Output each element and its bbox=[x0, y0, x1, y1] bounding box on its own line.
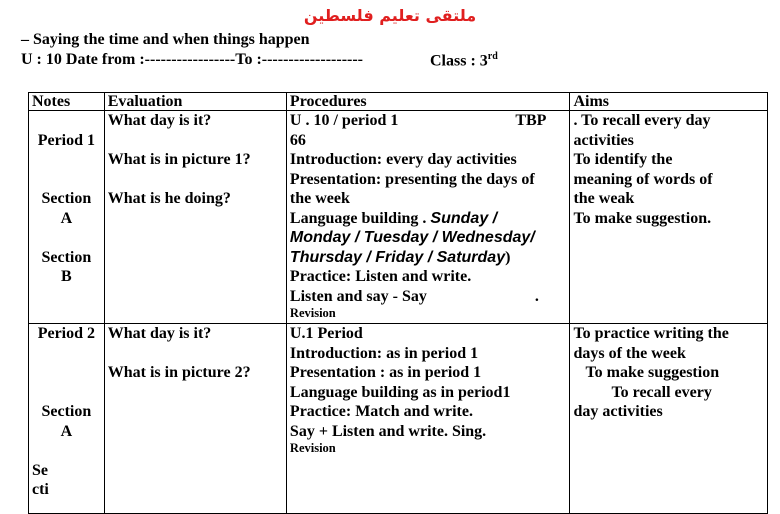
header-notes: Notes bbox=[29, 93, 105, 111]
lesson-topic: – Saying the time and when things happen bbox=[21, 31, 310, 48]
aim-line: To identify the bbox=[573, 151, 673, 168]
header-aims: Aims bbox=[570, 93, 768, 111]
class-superscript: rd bbox=[487, 51, 498, 62]
section-label: Section bbox=[41, 190, 92, 207]
tbp-page: 66 bbox=[289, 131, 306, 149]
aims-cell bbox=[570, 324, 768, 514]
aim-line: the weak bbox=[573, 190, 635, 207]
days-list: Sunday / bbox=[430, 209, 498, 227]
aim-line: To make suggestion. bbox=[573, 209, 712, 227]
period-label: Period 1 bbox=[37, 131, 96, 149]
aim-line: day activities bbox=[573, 403, 663, 420]
procedures-cell bbox=[286, 111, 570, 324]
aim-line: To recall every bbox=[611, 383, 712, 401]
table-row-period-2 bbox=[29, 324, 768, 514]
section-letter: B bbox=[61, 268, 72, 285]
aim-line: activities bbox=[573, 131, 634, 149]
procedure-listen: Listen and say - Say bbox=[289, 287, 427, 305]
aim-line: To practice writing the bbox=[573, 325, 729, 342]
section-label: Section bbox=[41, 403, 92, 420]
procedure-revision: Revision bbox=[289, 441, 336, 455]
section-label-partial: Se bbox=[32, 461, 48, 479]
procedure-title: U.1 Period bbox=[289, 325, 363, 342]
procedure-practice: Practice: Listen and write. bbox=[289, 268, 472, 285]
days-close: ) bbox=[505, 248, 511, 266]
section-label: Section bbox=[41, 248, 92, 266]
period-label: Period 2 bbox=[37, 325, 96, 342]
evaluation-cell bbox=[104, 111, 286, 324]
procedure-presentation-cont: the week bbox=[289, 190, 350, 207]
procedure-line: Introduction: as in period 1 bbox=[289, 344, 479, 362]
table-header-row bbox=[29, 93, 768, 111]
stray-dot: . bbox=[534, 287, 539, 305]
lesson-plan-table bbox=[28, 92, 768, 514]
days-list: Thursday / Friday / Saturday bbox=[289, 248, 506, 266]
evaluation-cell bbox=[104, 324, 286, 514]
aims-cell bbox=[570, 111, 768, 324]
days-list: Monday / Tuesday / Wednesday/ bbox=[289, 229, 535, 246]
procedure-title: U . 10 / period 1 bbox=[289, 112, 399, 129]
section-letter: A bbox=[60, 422, 73, 440]
notes-cell bbox=[29, 111, 105, 324]
procedure-presentation: Presentation: presenting the days of bbox=[289, 170, 535, 188]
header-evaluation: Evaluation bbox=[104, 93, 286, 111]
procedures-cell bbox=[286, 324, 570, 514]
evaluation-question: What is he doing? bbox=[107, 190, 231, 207]
evaluation-question: What is in picture 1? bbox=[107, 151, 251, 168]
unit-date-line: U : 10 Date from :-----------------To :------------------- bbox=[21, 51, 364, 68]
class-text: Class : 3 bbox=[430, 52, 488, 70]
aim-line: days of the week bbox=[573, 344, 686, 362]
procedure-revision: Revision bbox=[289, 306, 336, 320]
tbp-label: TBP bbox=[515, 112, 547, 129]
table-row-period-1 bbox=[29, 111, 768, 324]
site-banner: ملتقى تعليم فلسطين bbox=[303, 6, 477, 25]
aim-line: . To recall every day bbox=[573, 112, 711, 129]
notes-cell bbox=[29, 324, 105, 514]
evaluation-question: What is in picture 2? bbox=[107, 364, 251, 381]
evaluation-question: What day is it? bbox=[107, 325, 212, 342]
evaluation-question: What day is it? bbox=[107, 112, 212, 129]
procedure-line: Language building as in period1 bbox=[289, 383, 511, 401]
aim-line: To make suggestion bbox=[585, 364, 720, 381]
section-label-partial: cti bbox=[32, 481, 49, 498]
procedure-language: Language building . bbox=[289, 209, 427, 227]
procedure-line: Practice: Match and write. bbox=[289, 403, 473, 420]
header-procedures: Procedures bbox=[286, 93, 570, 111]
procedure-line: Say + Listen and write. Sing. bbox=[289, 422, 487, 440]
section-letter: A bbox=[60, 209, 73, 227]
class-label bbox=[430, 51, 498, 70]
aim-line: meaning of words of bbox=[573, 170, 713, 188]
procedure-line: Presentation : as in period 1 bbox=[289, 364, 482, 381]
procedure-intro: Introduction: every day activities bbox=[289, 151, 517, 168]
